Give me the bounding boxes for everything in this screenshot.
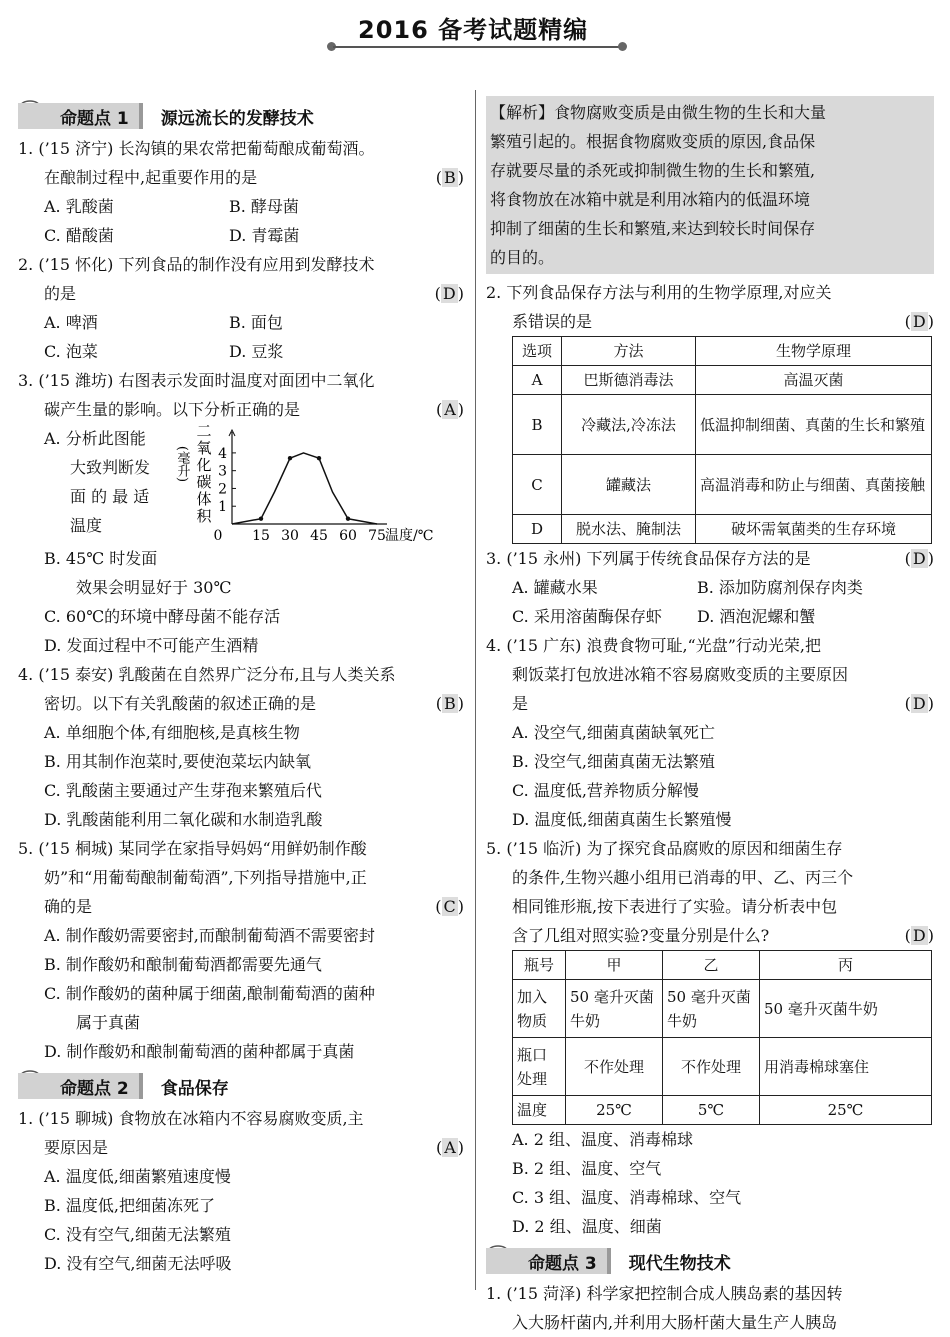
section-title: 源远流长的发酵技术 [160, 108, 314, 129]
table-row [513, 980, 932, 1038]
option-d: D. 青霉菌 [229, 226, 300, 245]
option-b: B. 制作酸奶和酿制葡萄酒都需要先通气 [44, 955, 322, 974]
table-cell: D [513, 515, 562, 544]
table-cell: 冷藏法,冷冻法 [562, 395, 696, 455]
question-text: 1. (’15 菏泽) 科学家把控制合成人胰岛素的基因转 [486, 1284, 843, 1303]
table-row [513, 395, 932, 455]
preservation-table [512, 336, 932, 544]
table-header: 生物学原理 [696, 337, 932, 366]
table-cell: C [513, 455, 562, 515]
x-tick-label: 15 [252, 528, 270, 544]
option-a: A. 乳酸菌 [44, 197, 114, 216]
question-r3 [486, 544, 934, 573]
x-tick-label: 75 [368, 528, 386, 544]
table-cell: 不作处理 [566, 1038, 663, 1096]
section-header-3 [486, 1245, 934, 1277]
question-text: 5. (’15 桐城) 某同学在家指导妈妈“用鲜奶制作酸 [18, 839, 367, 858]
table-cell: 50 毫升灭菌牛奶 [760, 980, 932, 1038]
y-axis-label-char: 化 [196, 456, 212, 474]
question-text: 3. (’15 潍坊) 右图表示发面时温度对面团中二氧化 [18, 371, 375, 390]
analysis-line: 将食物放在冰箱中就是利用冰箱内的低温环境 [490, 190, 811, 209]
question-text: 确的是 [44, 897, 93, 916]
option-a: A. 啤酒 [44, 313, 98, 332]
question-text: 4. (’15 广东) 浪费食物可耻,“光盘”行动光荣,把 [486, 636, 821, 655]
x-tick-label: 0 [213, 528, 223, 544]
data-point [317, 456, 321, 460]
table-cell: 不作处理 [663, 1038, 760, 1096]
y-axis-label [196, 424, 212, 525]
table-row [513, 1096, 932, 1125]
answer-badge: ( D ) [904, 549, 934, 568]
table-cell: 低温抑制细菌、真菌的生长和繁殖 [696, 395, 932, 455]
table-cell: 高温消毒和防止与细菌、真菌接触 [696, 455, 932, 515]
option-c: C. 泡菜 [44, 342, 98, 361]
question-text: 碳产生量的影响。以下分析正确的是 [44, 400, 301, 419]
answer-badge: ( D ) [904, 926, 934, 945]
question-3 [18, 366, 464, 424]
question-text: 2. (’15 怀化) 下列食品的制作没有应用到发酵技术 [18, 255, 375, 274]
question-r5 [486, 834, 934, 950]
table-cell: 破坏需氧菌类的生存环境 [696, 515, 932, 544]
table-cell: 温度 [513, 1096, 566, 1125]
table-cell: 50 毫升灭菌牛奶 [663, 980, 760, 1038]
question-r6 [486, 1279, 934, 1337]
answer-badge: ( A ) [435, 400, 464, 419]
section-tag: 命题点 1 [18, 103, 139, 129]
option-c: C. 采用溶菌酶保存虾 [512, 607, 662, 626]
option-c: C. 3 组、温度、消毒棉球、空气 [512, 1188, 742, 1207]
question-1 [18, 134, 464, 192]
table-header: 瓶号 [513, 951, 566, 980]
table-cell: B [513, 395, 562, 455]
option-b: B. 45℃ 时发面 [44, 549, 158, 568]
question-text: 密切。以下有关乳酸菌的叙述正确的是 [44, 694, 317, 713]
section-header-2 [18, 1070, 464, 1102]
option-c: C. 60℃的环境中酵母菌不能存活 [44, 607, 281, 626]
option-b-cont: 效果会明显好于 30℃ [76, 578, 232, 597]
analysis-line: 的目的。 [490, 248, 555, 267]
option-a-cont: 温度 [70, 516, 103, 535]
y-axis-label-char: 碳 [196, 473, 212, 491]
data-point [288, 456, 292, 460]
question-text: 3. (’15 永州) 下列属于传统食品保存方法的是 [486, 549, 811, 568]
question-6 [18, 1104, 464, 1162]
y-tick-label: 2 [218, 481, 227, 498]
option-a: A. 罐藏水果 [512, 578, 598, 597]
option-b: B. 用其制作泡菜时,要使泡菜坛内缺氧 [44, 752, 312, 771]
answer-badge: ( B ) [435, 168, 464, 187]
table-cell: 5℃ [663, 1096, 760, 1125]
table-header: 方法 [562, 337, 696, 366]
table-cell: 25℃ [566, 1096, 663, 1125]
header-title: 2016 备考试题精编 [358, 16, 589, 44]
answer-badge: ( D ) [434, 284, 464, 303]
option-d: D. 制作酸奶和酿制葡萄酒的菌种都属于真菌 [44, 1042, 355, 1061]
question-text: 相同锥形瓶,按下表进行了实验。请分析表中包 [512, 897, 838, 916]
question-text: 5. (’15 临沂) 为了探究食品腐败的原因和细菌生存 [486, 839, 843, 858]
co2-curve [232, 453, 377, 524]
y-tick-label: 4 [218, 445, 227, 462]
question-text: 2. 下列食品保存方法与利用的生物学原理,对应关 [486, 283, 832, 302]
left-column [18, 96, 464, 1278]
option-c: C. 乳酸菌主要通过产生芽孢来繁殖后代 [44, 781, 322, 800]
option-b: B. 没空气,细菌真菌无法繁殖 [512, 752, 716, 771]
option-a: A. 单细胞个体,有细胞核,是真核生物 [44, 723, 300, 742]
option-a: A. 温度低,细菌繁殖速度慢 [44, 1167, 231, 1186]
section-title: 食品保存 [160, 1078, 229, 1099]
option-d: D. 2 组、温度、细菌 [512, 1217, 662, 1236]
question-5 [18, 834, 464, 921]
y-tick-label: 1 [218, 499, 227, 516]
y-tick-label: 3 [218, 463, 227, 480]
table-row [513, 455, 932, 515]
table-cell: 高温灭菌 [696, 366, 932, 395]
x-axis-label: 温度/℃ [385, 528, 434, 544]
header-rule [333, 46, 623, 48]
question-text: 含了几组对照实验?变量分别是什么? [512, 926, 770, 945]
question-text: 是 [512, 694, 529, 713]
answer-badge: ( D ) [904, 694, 934, 713]
question-r4 [486, 631, 934, 718]
answer-badge: ( C ) [435, 897, 464, 916]
option-a: A. 没空气,细菌真菌缺氧死亡 [512, 723, 715, 742]
column-divider [475, 90, 476, 1290]
y-axis-unit: (毫升) [174, 445, 190, 483]
option-b: B. 添加防腐剂保存肉类 [697, 578, 863, 597]
table-cell: 瓶口处理 [513, 1038, 566, 1096]
header-dot-right [618, 42, 627, 51]
question-text: 1. (’15 聊城) 食物放在冰箱内不容易腐败变质,主 [18, 1109, 364, 1128]
x-tick-label: 30 [281, 528, 299, 544]
y-axis-label-char: 体 [196, 490, 212, 508]
y-axis-label-char: 氧 [196, 439, 212, 457]
question-r2 [486, 278, 934, 336]
question-text: 要原因是 [44, 1138, 109, 1157]
table-cell: 25℃ [760, 1096, 932, 1125]
table-cell: 罐藏法 [562, 455, 696, 515]
option-c: C. 制作酸奶的菌种属于细菌,酿制葡萄酒的菌种 [44, 984, 375, 1003]
table-cell: A [513, 366, 562, 395]
table-cell: 用消毒棉球塞住 [760, 1038, 932, 1096]
analysis-line: 【解析】食物腐败变质是由微生物的生长和大量 [490, 103, 827, 122]
data-point [259, 516, 263, 520]
option-c: C. 醋酸菌 [44, 226, 114, 245]
question-4 [18, 660, 464, 718]
page-header [0, 0, 950, 70]
question-text: 剩饭菜打包放进冰箱不容易腐败变质的主要原因 [512, 665, 849, 684]
option-d: D. 没有空气,细菌无法呼吸 [44, 1254, 232, 1273]
option-d: D. 乳酸菌能利用二氧化碳和水制造乳酸 [44, 810, 323, 829]
section-tag: 命题点 2 [18, 1073, 139, 1099]
x-tick-label: 45 [310, 528, 328, 544]
answer-badge: ( D ) [904, 312, 934, 331]
answer-badge: ( A ) [435, 1138, 464, 1157]
table-header: 丙 [760, 951, 932, 980]
option-d: D. 酒泡泥螺和蟹 [697, 607, 816, 626]
co2-temperature-chart [162, 424, 462, 544]
analysis-line: 抑制了细菌的生长和繁殖,来达到较长时间保存 [490, 219, 816, 238]
table-row [513, 366, 932, 395]
question-text: 的是 [44, 284, 77, 303]
option-c: C. 没有空气,细菌无法繁殖 [44, 1225, 231, 1244]
x-tick-label: 60 [339, 528, 357, 544]
option-d: D. 温度低,细菌真菌生长繁殖慢 [512, 810, 732, 829]
section-title: 现代生物技术 [628, 1253, 731, 1274]
question-text: 在酿制过程中,起重要作用的是 [44, 168, 258, 187]
option-d: D. 发面过程中不可能产生酒精 [44, 636, 259, 655]
analysis-line: 繁殖引起的。根据食物腐败变质的原因,食品保 [490, 132, 816, 151]
question-text: 的条件,生物兴趣小组用已消毒的甲、乙、丙三个 [512, 868, 854, 887]
table-row [513, 1038, 932, 1096]
table-row [513, 515, 932, 544]
table-cell: 脱水法、腌制法 [562, 515, 696, 544]
question-text: 4. (’15 泰安) 乳酸菌在自然界广泛分布,且与人类关系 [18, 665, 396, 684]
table-cell: 巴斯德消毒法 [562, 366, 696, 395]
y-axis-label-char: 积 [196, 507, 212, 525]
table-cell: 加入物质 [513, 980, 566, 1038]
question-text: 系错误的是 [512, 312, 593, 331]
table-header: 选项 [513, 337, 562, 366]
experiment-table [512, 950, 932, 1125]
question-text: 1. (’15 济宁) 长沟镇的果农常把葡萄酿成葡萄酒。 [18, 139, 375, 158]
option-a-cont: 面 的 最 适 [70, 487, 150, 506]
question-text: 奶”和“用葡萄酿制葡萄酒”,下列指导措施中,正 [44, 868, 367, 887]
option-a: A. 分析此图能 [44, 429, 146, 448]
table-header: 甲 [566, 951, 663, 980]
option-a: A. 2 组、温度、消毒棉球 [512, 1130, 693, 1149]
section-header-1 [18, 100, 464, 132]
section-tag: 命题点 3 [486, 1248, 607, 1274]
option-a-cont: 大致判断发 [70, 458, 151, 477]
y-axis-label-char: 二 [196, 424, 212, 440]
option-b: B. 2 组、温度、空气 [512, 1159, 662, 1178]
option-b: B. 温度低,把细菌冻死了 [44, 1196, 216, 1215]
option-b: B. 酵母菌 [229, 197, 299, 216]
table-header: 乙 [663, 951, 760, 980]
table-cell: 50 毫升灭菌牛奶 [566, 980, 663, 1038]
data-point [346, 516, 350, 520]
answer-badge: ( B ) [435, 694, 464, 713]
question-text: 入大肠杆菌内,并利用大肠杆菌大量生产人胰岛 [512, 1313, 838, 1332]
option-a: A. 制作酸奶需要密封,而酿制葡萄酒不需要密封 [44, 926, 375, 945]
option-b: B. 面包 [229, 313, 283, 332]
right-column [486, 96, 934, 1337]
option-c: C. 温度低,营养物质分解慢 [512, 781, 699, 800]
option-c-cont: 属于真菌 [76, 1013, 141, 1032]
option-d: D. 豆浆 [229, 342, 284, 361]
question-2 [18, 250, 464, 308]
analysis-box [486, 96, 934, 274]
analysis-line: 存就要尽量的杀死或抑制微生物的生长和繁殖, [490, 161, 816, 180]
